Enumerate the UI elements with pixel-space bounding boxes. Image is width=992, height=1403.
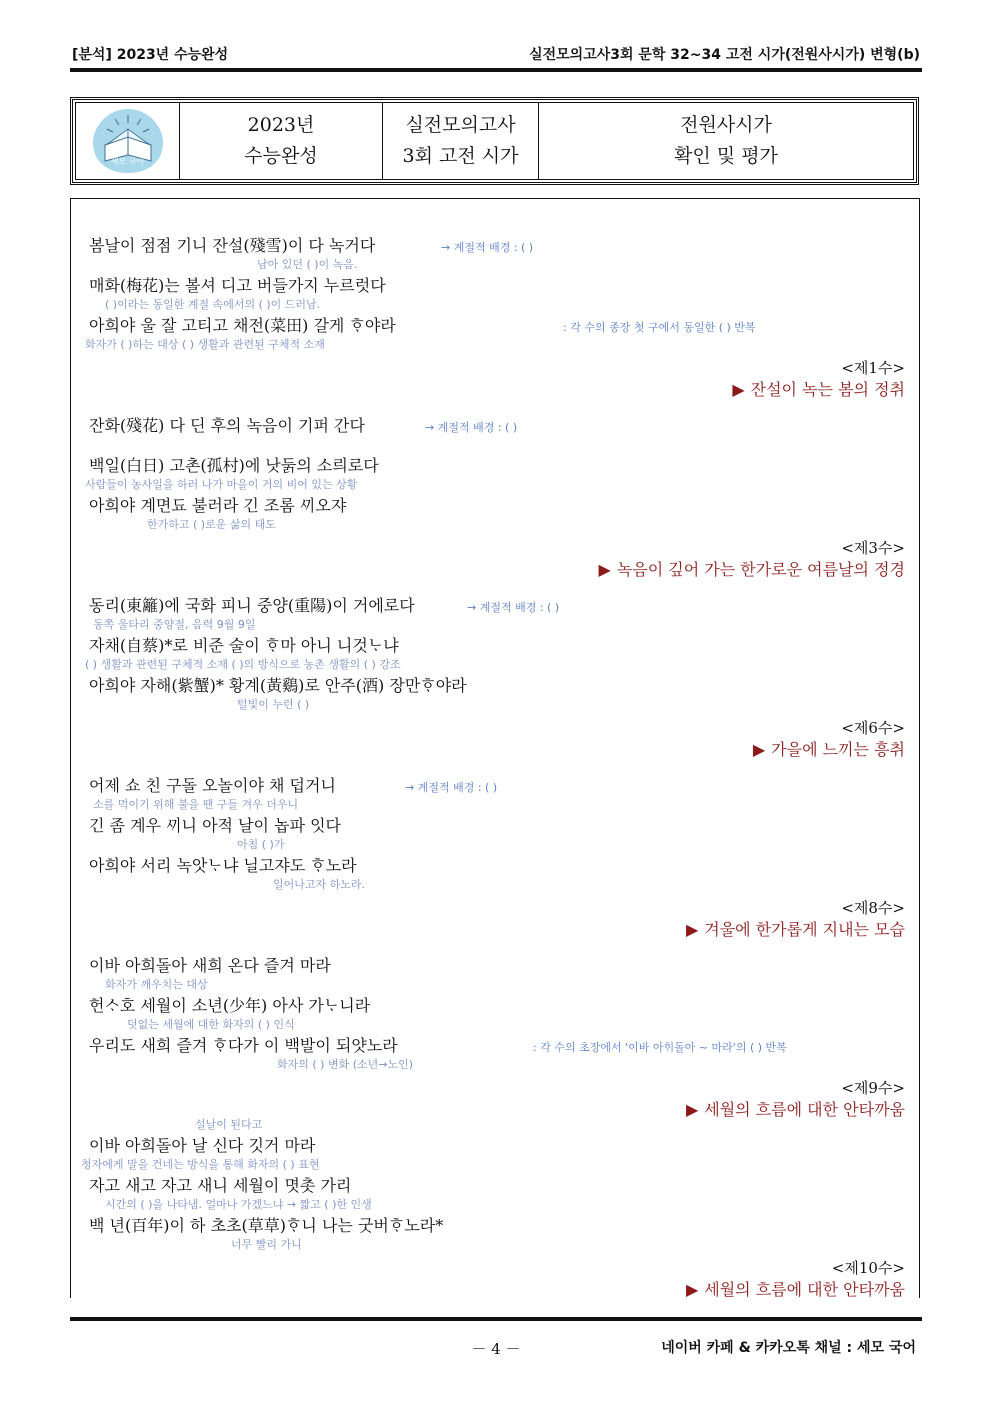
annotation-note: 화자의 ( ) 변화 (소년→노인): [277, 1058, 414, 1071]
poem-line: 백일(白日) 고촌(孤村)에 낫둙의 소릐로다: [89, 456, 379, 475]
poem-line: 자고 새고 자고 새니 세월이 몃촛 가리: [89, 1176, 352, 1195]
title-work: 전원사시가: [680, 114, 772, 136]
annotation-side: → 계절적 배경 : ( ): [441, 241, 534, 254]
poem-line: 백 년(百年)이 하 초초(草草)ᄒᆞ니 나는 굿버ᄒᆞ노라*: [89, 1216, 444, 1235]
stanza-number: <제10수>: [831, 1259, 905, 1277]
header-right: 실전모의고사3회 문학 32~34 고전 시가(전원사시가) 변형(b): [529, 47, 920, 63]
annotation-note: 소를 먹이기 위해 불을 땐 구들 겨우 더우니: [93, 798, 299, 811]
annotation-note: 아침 ( )가: [237, 838, 285, 851]
logo-cell: [76, 103, 180, 179]
title-book: 수능완성: [244, 145, 318, 167]
poem-line: 봄날이 점점 기니 잔설(殘雪)이 다 녹거다: [89, 236, 376, 255]
poem-line: 자채(自蔡)*로 비준 술이 ᄒᆞ마 아니 니것ᄂᆞ냐: [89, 636, 399, 655]
annotation-note: 사람들이 농사일을 하러 나가 마을이 거의 비어 있는 상황: [85, 478, 358, 491]
annotation-note: 청자에게 말을 건네는 방식을 통해 화자의 ( ) 표현: [81, 1158, 320, 1171]
poem-line: 아희야 서리 녹앗ᄂᆞ냐 닐고쟈도 ᄒᆞ노라: [89, 856, 357, 875]
annotation-note: 설날이 된다고: [195, 1118, 263, 1131]
annotation-note: 일어나고자 하노라.: [273, 878, 366, 891]
book-logo-icon: [89, 105, 167, 177]
title-cell-2: [383, 103, 539, 179]
poem-line: 이바 아희돌아 날 신다 깃거 마라: [89, 1136, 316, 1155]
stanza-theme: ▶ 가을에 느끼는 흥취: [752, 740, 905, 759]
poem-line: 아희야 자해(紫蟹)* 황계(黃鷄)로 안주(酒) 장만ᄒᆞ야라: [89, 676, 467, 695]
annotation-side: → 계절적 배경 : ( ): [405, 781, 498, 794]
stanza-theme: ▶ 겨울에 한가롭게 지내는 모습: [685, 920, 905, 939]
stanza-number: <제1수>: [841, 359, 905, 377]
annotation-note: 시간의 ( )을 나타냄. 얼마나 가겠느냐 → 짧고 ( )한 인생: [105, 1198, 372, 1211]
poem-line: 잔화(殘花) 다 딘 후의 녹음이 기퍼 간다: [89, 416, 365, 435]
annotation-side: → 계절적 배경 : ( ): [425, 421, 518, 434]
footer-channel: 네이버 카페 & 카카오톡 채널 : 세모 국어: [661, 1340, 916, 1356]
title-table: [70, 97, 919, 185]
header-left: [분석] 2023년 수능완성: [72, 47, 229, 63]
annotation-note: ( ) 생활과 관련된 구체적 소재 ( )의 방식으로 농촌 생활의 ( ) 강조: [85, 658, 401, 671]
poem-line: 우리도 새희 즐겨 ᄒᆞ다가 이 백발이 되얏노라: [89, 1036, 398, 1055]
stanza-number: <제9수>: [841, 1079, 905, 1097]
title-section: 3회 고전 시가: [402, 145, 519, 167]
annotation-note: 동쪽 울타리 중양절, 음력 9월 9일: [93, 618, 256, 631]
poem-line: 이바 아희돌아 새희 온다 즐겨 마라: [89, 956, 331, 975]
annotation-note: ( )이라는 동일한 계절 속에서의 ( )이 드러남.: [105, 298, 321, 311]
title-cell-1: [180, 103, 383, 179]
footer-rule: [70, 1317, 922, 1321]
poem-line: 동리(東籬)에 국화 피니 중양(重陽)이 거에로다: [89, 596, 415, 615]
annotation-note: 덧없는 세월에 대한 화자의 ( ) 인식: [127, 1018, 295, 1031]
stanza-theme: ▶ 세월의 흐름에 대한 안타까움: [685, 1100, 905, 1119]
poem-line: 어제 쇼 친 구돌 오놀이야 채 덥거니: [89, 776, 336, 795]
poem-line: 매화(梅花)는 볼셔 디고 버들가지 누르럿다: [89, 276, 386, 295]
stanza-number: <제6수>: [841, 719, 905, 737]
title-purpose: 확인 및 평가: [674, 145, 778, 167]
annotation-note: 남아 있던 ( )이 녹음.: [257, 258, 358, 271]
stanza-theme: ▶ 잔설이 녹는 봄의 정취: [732, 380, 905, 399]
header-rule: [70, 68, 922, 72]
page-number: － 4 －: [471, 1340, 521, 1358]
annotation-note: 한가하고 ( )로운 삶의 태도: [147, 518, 276, 531]
annotation-note: 화자가 깨우치는 대상: [105, 978, 208, 991]
stanza-theme: ▶ 녹음이 깊어 가는 한가로운 여름날의 정경: [598, 560, 905, 579]
title-cell-3: [539, 103, 913, 179]
stanza-number: <제8수>: [841, 899, 905, 917]
poem-line: 아희야 울 잘 고티고 채전(菜田) 갈게 ᄒᆞ야라: [89, 316, 396, 335]
title-exam: 실전모의고사: [405, 114, 516, 136]
annotation-note: 털빛이 누런 ( ): [237, 698, 310, 711]
annotation-note: 화자가 ( )하는 대상 ( ) 생활과 관련된 구체적 소재: [85, 338, 325, 351]
stanza-number: <제3수>: [841, 539, 905, 557]
annotation-note: 너무 빨리 가니: [231, 1238, 302, 1251]
stanza-theme: ▶ 세월의 흐름에 대한 안타까움: [685, 1280, 905, 1298]
poem-line: 아희야 계면됴 불러라 긴 조롬 ᄭᅵ오쟈: [89, 496, 347, 515]
poem-line: 긴 좀 계우 ᄭᅵ니 아적 날이 놉파 잇다: [89, 816, 341, 835]
poem-line: 헌ᄉᆞ호 세월이 소년(少年) 아사 가ᄂᆞ니라: [89, 996, 371, 1015]
title-year: 2023년: [247, 114, 315, 136]
annotation-side: → 계절적 배경 : ( ): [467, 601, 560, 614]
poem-content: [70, 198, 920, 1298]
annotation-side: : 각 수의 초장에서 '이바 아ᄒᆡ돌아 ~ 마라'의 ( ) 반복: [533, 1041, 787, 1054]
logo-text: 세모 국어: [110, 157, 145, 166]
annotation-side: : 각 수의 종장 첫 구에서 동일한 ( ) 반복: [563, 321, 756, 334]
